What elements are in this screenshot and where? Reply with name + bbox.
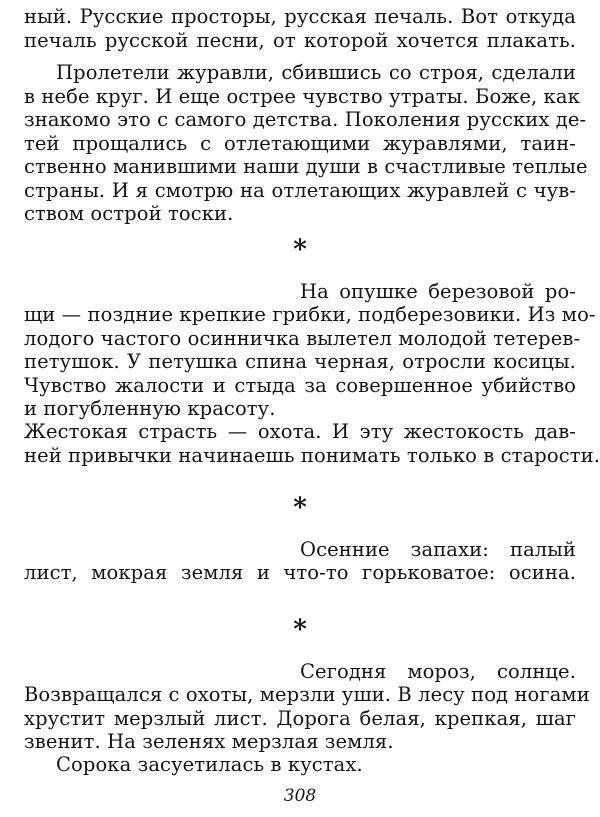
text-line: страны. И я смотрю на отлетающих журавлей с чув-	[24, 179, 576, 202]
text-line: ней привычки начинаешь понимать только в старости.	[24, 444, 600, 467]
text-line: ственно манившими наши души в счастливые теплые	[24, 155, 588, 178]
text-line: Чувство жалости и стыда за совершенное убийство	[24, 374, 576, 397]
text-line: Пролетели журавли, сбившись со строя, сделали	[56, 61, 576, 84]
text-line: Возвращался с охоты, мерзли уши. В лесу под ногами	[24, 683, 590, 706]
text-line: хрустит мерзлый лист. Дорога белая, крепкая, шаг	[24, 707, 576, 730]
text-line: печаль русской песни, от которой хочется плакать.	[24, 29, 576, 52]
text-line: знакомо это с самого детства. Поколения русских де-	[24, 108, 587, 131]
text-line: щи — поздние крепкие грибки, подберезовики. Из мо-	[24, 303, 596, 326]
text-line: и погубленную красоту.	[24, 397, 276, 420]
text-line: На опушке березовой ро-	[300, 280, 576, 303]
text-line: Сегодня мороз, солнце.	[300, 660, 576, 683]
text-line: Сорока засуетилась в кустах.	[56, 753, 363, 776]
text-line: ством острой тоски.	[24, 202, 234, 225]
section-separator: *	[293, 235, 307, 265]
section-separator: *	[293, 615, 307, 645]
text-line: тей прощались с отлетающими журавлями, таин-	[24, 132, 576, 155]
text-line: петушок. У петушка спина черная, отросли косицы.	[24, 350, 576, 373]
text-line: Жестокая страсть — охота. И эту жестокость дав-	[24, 420, 576, 443]
text-line: лодого частого осинничка вылетел молодой тетерев-	[24, 327, 581, 350]
text-line: звенит. На зеленях мерзлая земля.	[24, 730, 394, 753]
text-line: лист, мокрая земля и что-то горьковатое: осина.	[24, 561, 576, 584]
text-line: в небе круг. И еще острее чувство утраты. Боже, как	[24, 85, 580, 108]
section-separator: *	[293, 493, 307, 523]
page-number: 308	[283, 786, 317, 806]
text-line: ный. Русские просторы, русская печаль. Вот откуда	[24, 5, 576, 28]
text-line: Осенние запахи: палый	[300, 538, 576, 561]
